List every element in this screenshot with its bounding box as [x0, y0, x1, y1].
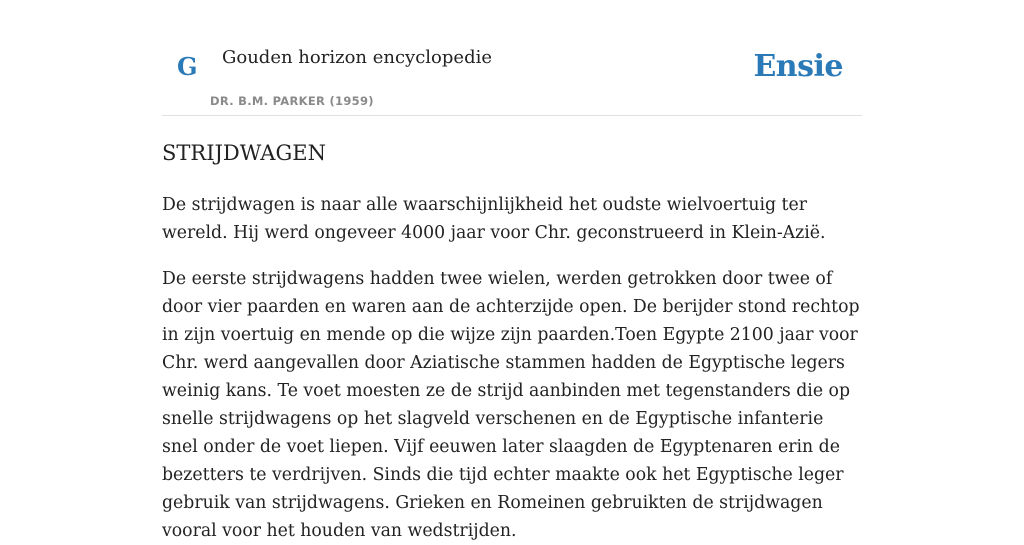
article-title: STRIJDWAGEN: [162, 141, 326, 165]
book-title[interactable]: Gouden horizon encyclopedie: [222, 47, 492, 68]
book-header: [162, 40, 862, 116]
article-paragraph: De strijdwagen is naar alle waarschijnlijkheid het oudste wielvoertuig ter wereld. Hij werd ongeveer 4000 jaar voor Chr. geconstrueerd in Klein-Azië.: [162, 195, 826, 244]
article-paragraph: De eerste strijdwagens hadden twee wielen, werden getrokken door twee of door vier paarden en waren aan de achterzijde open. De berijder stond rechtop in zijn voertuig en mende op die wijze zijn paarden.Toen Egypte 2100 jaar voor Chr. werd aangevallen door Aziatische stammen hadden de Egyptische legers weinig kans. Te voet moesten ze de strijd aanbinden met tegenstanders die op snelle strijdwagens op het slagveld verschenen en de Egyptische infanterie snel onder de voet liepen. Vijf eeuwen later slaagden de Egyptenaren erin de bezetters te verdrijven. Sinds die tijd echter maakte ook het Egyptische leger gebruik van strijdwagens. Grieken en Romeinen gebruikten de strijdwagen vooral voor het houden van wedstrijden.: [162, 269, 860, 542]
article: [162, 140, 864, 545]
ensie-logo-link[interactable]: Ensie: [753, 49, 843, 84]
book-author: DR. B.M. PARKER (1959): [210, 94, 374, 108]
book-logo[interactable]: G: [177, 52, 198, 81]
